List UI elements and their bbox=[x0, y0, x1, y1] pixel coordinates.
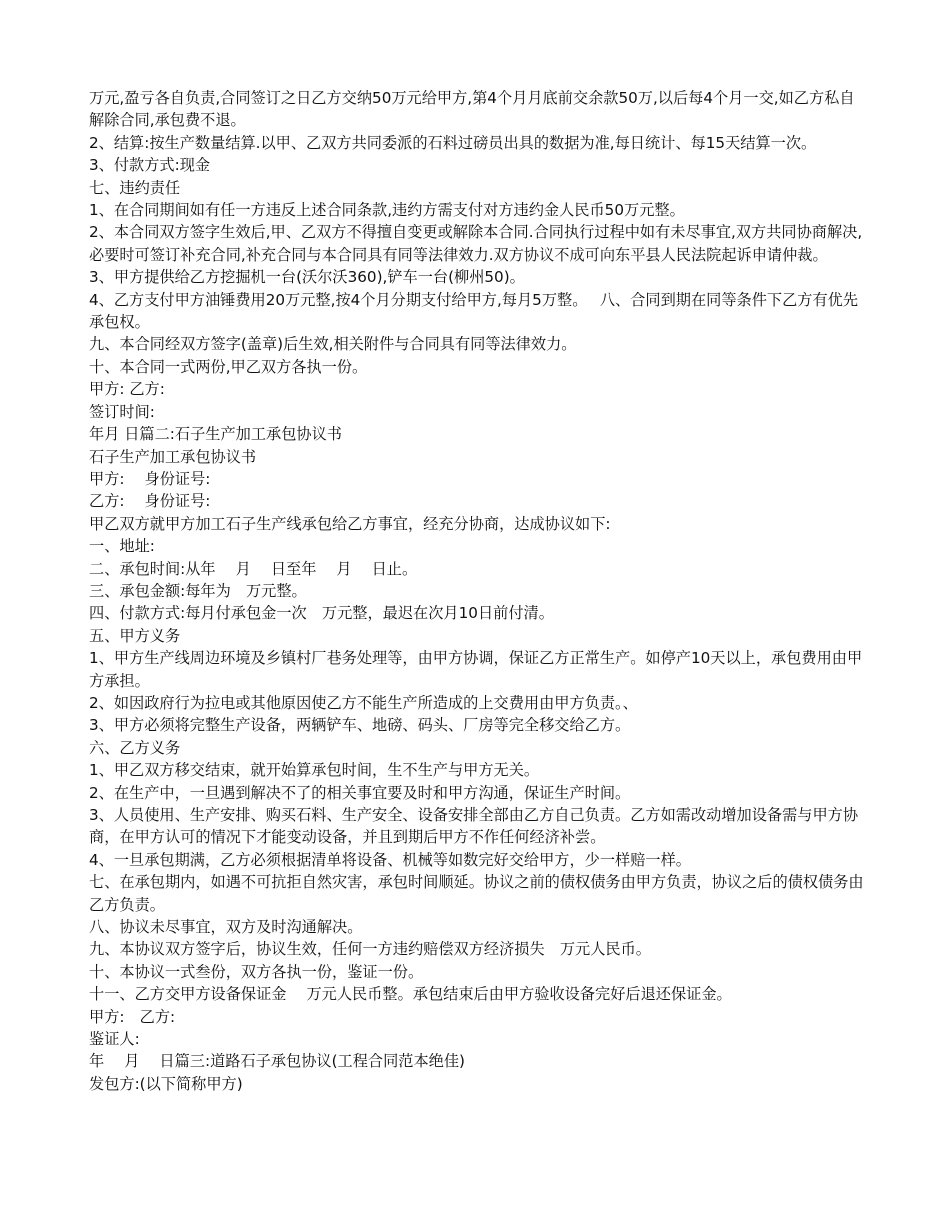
section-heading: 七、在承包期内，如遇不可抗拒自然灾害，承包时间顺延。协议之前的债权债务由甲方负责，协议之后的债权债务由乙方负责。 bbox=[89, 873, 864, 914]
section-heading: 二、承包时间:从年 月 日至年 月 日止。 bbox=[89, 559, 418, 578]
text-line: 万元,盈亏各自负责,合同签订之日乙方交纳50万元给甲方,第4个月月底前交余款50万,以后每4个月一交,如乙方私自解除合同,承包费不退。 bbox=[89, 89, 855, 130]
party-b-line: 乙方: 身份证号: bbox=[89, 492, 211, 511]
text-line: 3、甲方提供给乙方挖掘机一台(沃尔沃360),铲车一台(柳州50)。 bbox=[89, 268, 525, 287]
document-body bbox=[89, 87, 864, 1095]
text-line: 3、人员使用、生产安排、购买石料、生产安全、设备安排全部由乙方自己负责。乙方如需改动增加设备需与甲方协商，在甲方认可的情况下才能变动设备，并且到期后甲方不作任何经济补尝。 bbox=[89, 806, 859, 847]
text-line: 1、甲乙双方移交结束，就开始算承包时间，生不生产与甲方无关。 bbox=[89, 761, 540, 780]
witness-line: 鉴证人: bbox=[89, 1030, 140, 1049]
section-heading: 三、承包金额:每年为 万元整。 bbox=[89, 581, 307, 600]
section-heading: 五、甲方义务 bbox=[89, 626, 181, 645]
text-line: 发包方:(以下简称甲方) bbox=[89, 1074, 243, 1093]
text-line: 1、在合同期间如有任一方违反上述合同条款,违约方需支付对方违约金人民币50万元整。 bbox=[89, 201, 685, 220]
text-line: 2、在生产中，一旦遇到解决不了的相关事宜要及时和甲方沟通，保证生产时间。 bbox=[89, 783, 631, 802]
section-heading: 九、本协议双方签字后，协议生效，任何一方违约赔偿双方经济损失 万元人民币。 bbox=[89, 940, 651, 959]
section-heading: 八、协议未尽事宜，双方及时沟通解决。 bbox=[89, 918, 363, 937]
text-line: 4、一旦承包期满，乙方必须根据清单将设备、机械等如数完好交给甲方，少一样赔一样。 bbox=[89, 850, 691, 869]
section-heading: 一、地址: bbox=[89, 537, 155, 556]
text-line: 2、如因政府行为拉电或其他原因使乙方不能生产所造成的上交费用由甲方负责。、 bbox=[89, 693, 638, 712]
text-line: 2、本合同双方签字生效后,甲、乙双方不得擅自变更或解除本合同.合同执行过程中如有未尽事宜,双方共同协商解决,必要时可签订补充合同,补充合同与本合同具有同等法律效力.双方协议不成可向东平县人民法院起诉申请仲裁。 bbox=[89, 223, 863, 264]
section-heading: 年月 日篇二:石子生产加工承包协议书 bbox=[89, 425, 342, 444]
text-line: 九、本合同经双方签字(盖章)后生效,相关附件与合同具有同等法律效力。 bbox=[89, 335, 577, 354]
section-heading: 七、违约责任 bbox=[89, 178, 181, 197]
text-line: 1、甲方生产线周边环境及乡镇村厂巷务处理等，由甲方协调，保证乙方正常生产。如停产10天以上，承包费用由甲方承担。 bbox=[89, 649, 863, 690]
text-line: 甲乙双方就甲方加工石子生产线承包给乙方事宜，经充分协商，达成协议如下: bbox=[89, 514, 611, 533]
party-a-line: 甲方: 身份证号: bbox=[89, 469, 211, 488]
signature-line: 甲方: 乙方: bbox=[89, 380, 165, 399]
section-heading: 六、乙方义务 bbox=[89, 738, 181, 757]
section-heading: 四、付款方式:每月付承包金一次 万元整，最迟在次月10日前付清。 bbox=[89, 604, 554, 623]
document-title: 石子生产加工承包协议书 bbox=[89, 447, 257, 466]
text-line: 4、乙方支付甲方油锤费用20万元整,按4个月分期支付给甲方,每月5万整。 八、合同到期在同等条件下乙方有优先承包权。 bbox=[89, 290, 859, 332]
section-heading: 十一、乙方交甲方设备保证金 万元人民币整。承包结束后由甲方验收设备完好后退还保证金。 bbox=[89, 985, 732, 1004]
section-heading: 十、本协议一式叁份，双方各执一份，鉴证一份。 bbox=[89, 962, 424, 981]
text-line: 2、结算:按生产数量结算.以甲、乙双方共同委派的石料过磅员出具的数据为准,每日统计、每15天结算一次。 bbox=[89, 133, 817, 152]
signature-line: 甲方: 乙方: bbox=[89, 1007, 176, 1026]
text-line: 十、本合同一式两份,甲乙双方各执一份。 bbox=[89, 357, 368, 376]
text-line: 3、甲方必须将完整生产设备，两辆铲车、地磅、码头、厂房等完全移交给乙方。 bbox=[89, 716, 631, 735]
section-heading: 年 月 日篇三:道路石子承包协议(工程合同范本绝佳) bbox=[89, 1052, 465, 1071]
sign-date-line: 签订时间: bbox=[89, 402, 155, 421]
text-line: 3、付款方式:现金 bbox=[89, 156, 211, 175]
